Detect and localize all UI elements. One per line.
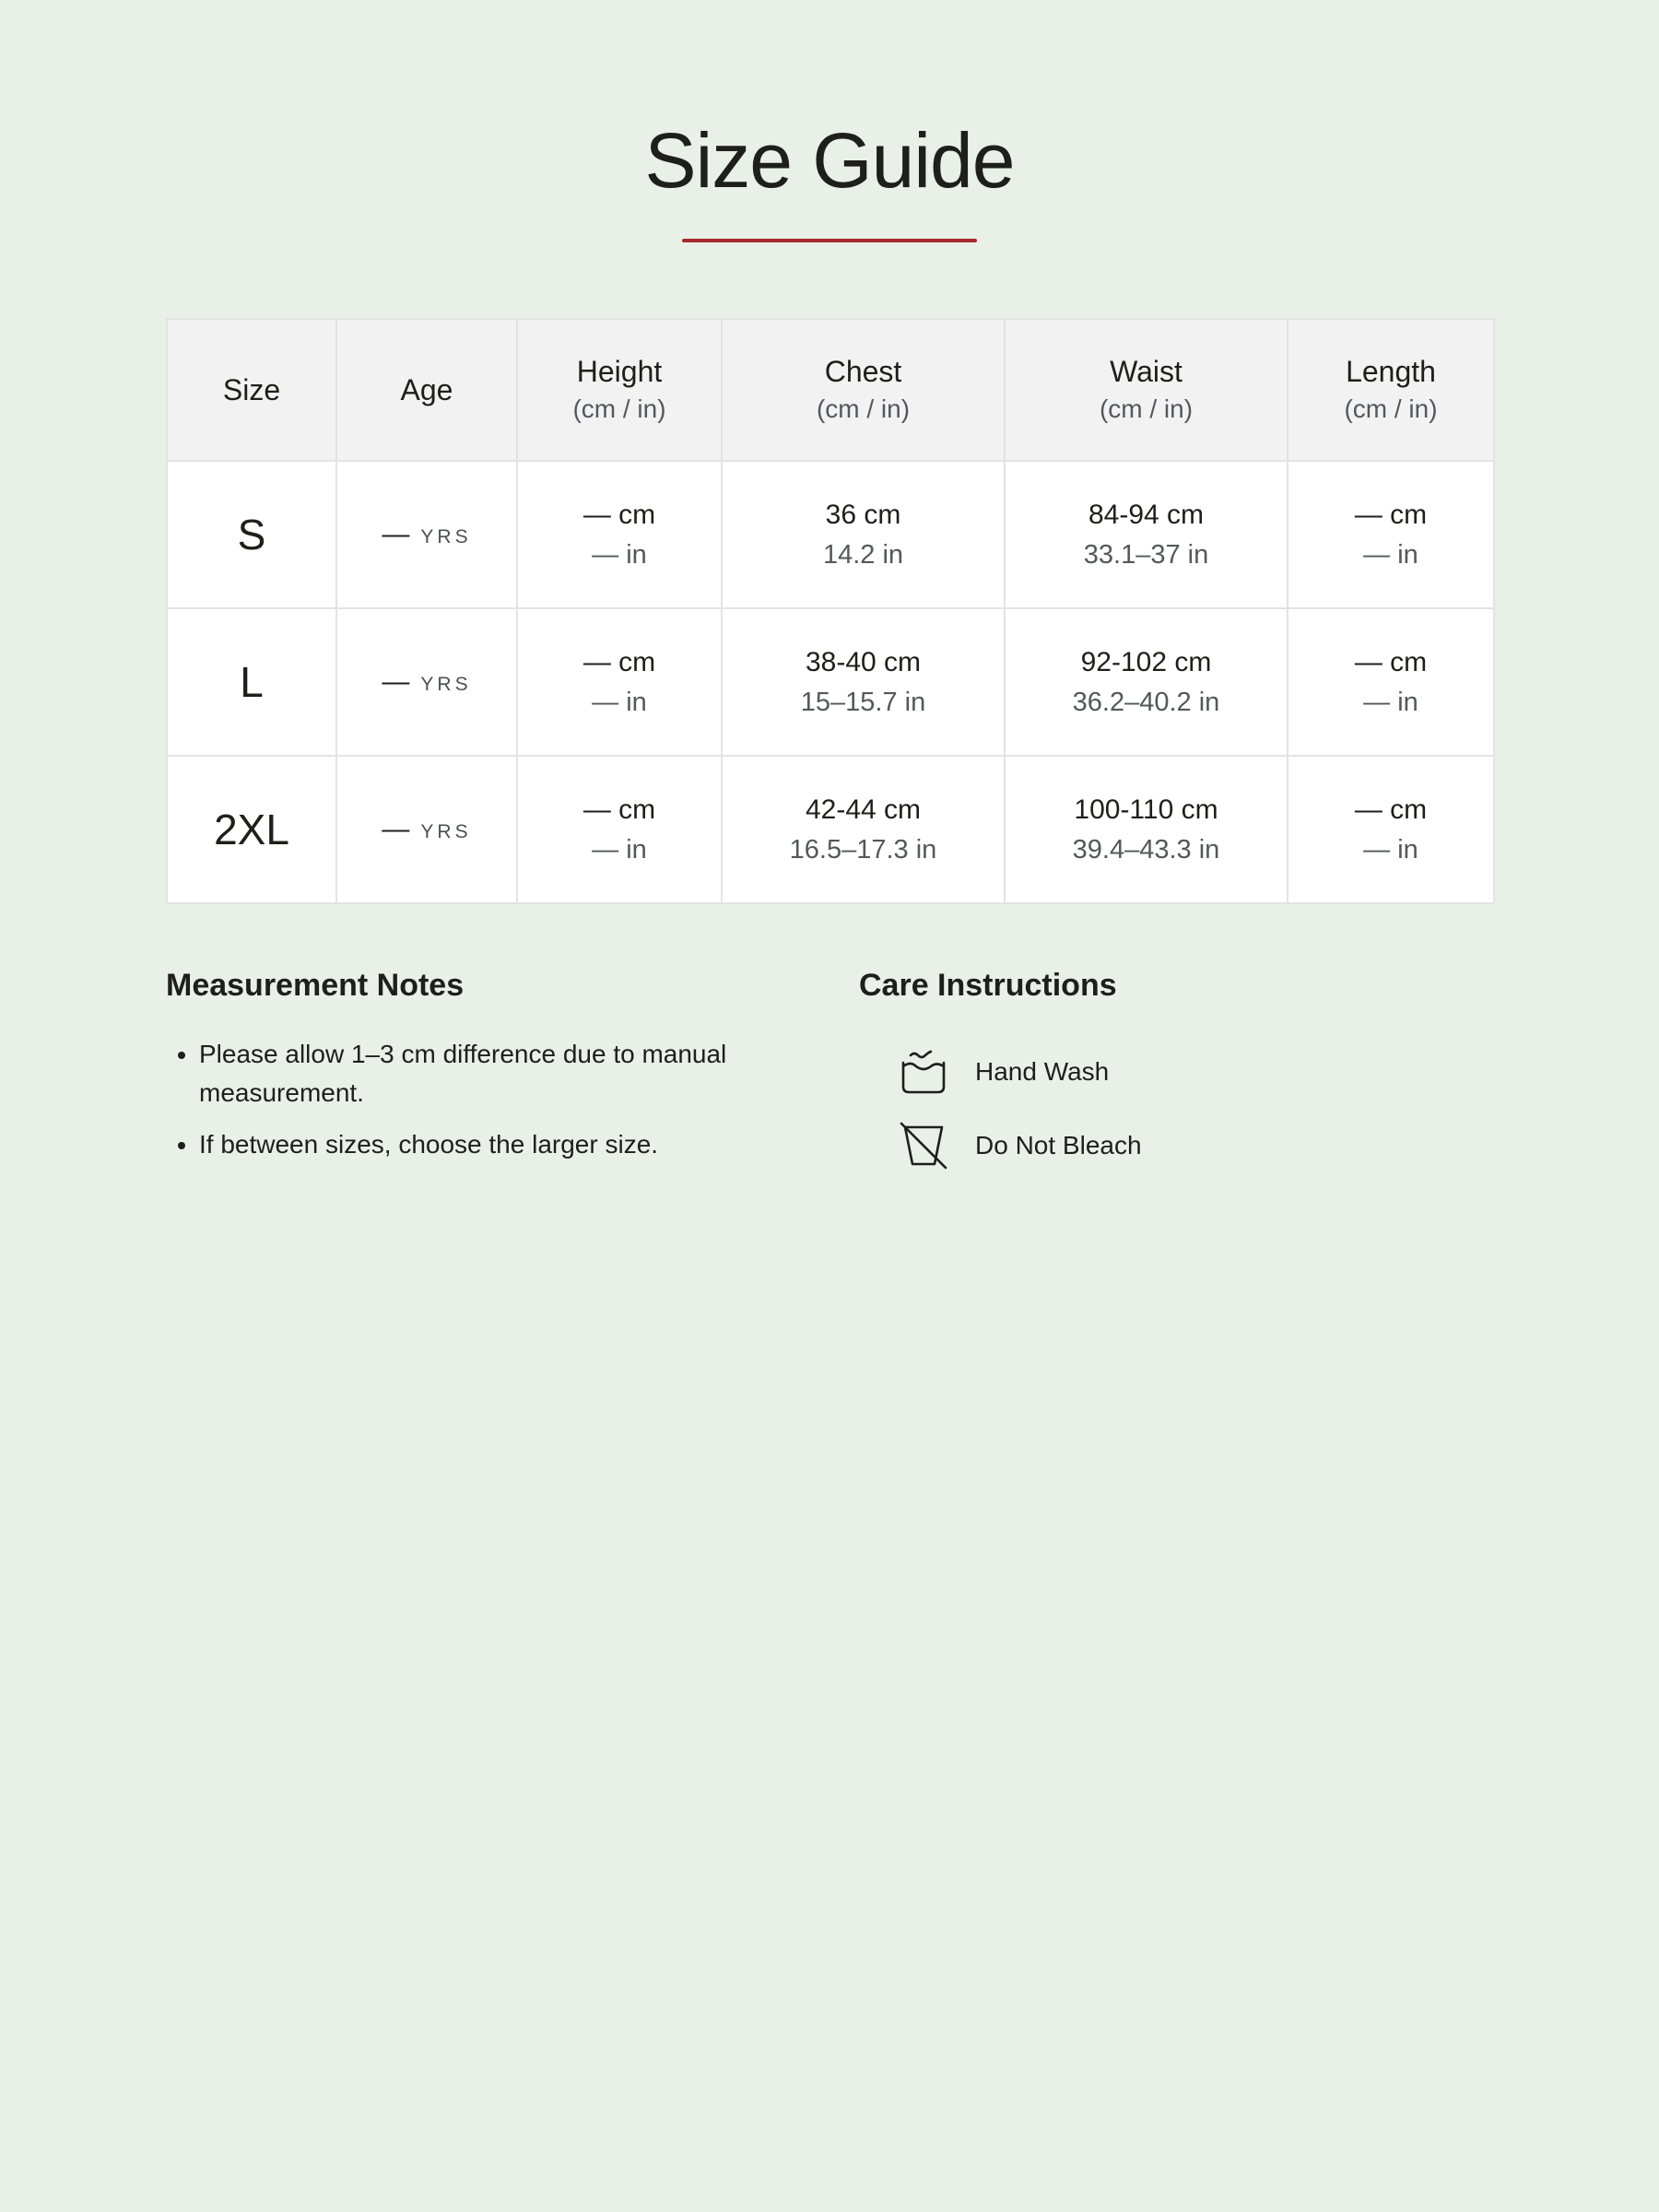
header-chest-label: Chest [824,355,902,388]
length-cell [1288,756,1494,903]
size-cell: S [167,461,336,608]
care-item-hand-wash [898,1035,1486,1109]
chest-in: 14.2 in [822,540,904,570]
height-cm: — cm [582,647,656,677]
age-cell [336,756,517,903]
waist-cell [1005,608,1288,756]
height-cell [517,756,722,903]
header-height-label: Height [576,355,663,388]
table-row [167,608,1494,756]
size-cell: 2XL [167,756,336,903]
age-cell [336,461,517,608]
header-waist-label: Waist [1110,355,1182,388]
header-length-label: Length [1346,355,1436,388]
age-unit: YRS [420,674,472,695]
waist-cm: 100-110 cm [1074,794,1218,825]
care-instructions-section [859,963,1486,1182]
length-in: — in [1363,835,1418,865]
height-cm: — cm [582,500,656,530]
header-waist [1005,319,1288,461]
length-cell [1288,608,1494,756]
chest-cell [722,461,1005,608]
care-item-do-not-bleach [898,1109,1486,1182]
waist-cm: 92-102 cm [1080,647,1212,677]
header-height-unit: (cm / in) [572,394,666,423]
age-cell [336,608,517,756]
table-row [167,756,1494,903]
age-unit: YRS [420,821,472,842]
chest-cm: 36 cm [825,500,901,530]
care-instructions-heading: Care Instructions [859,968,1117,1003]
age-value: — [382,666,410,697]
table-header-row [167,319,1494,461]
header-age [336,319,517,461]
waist-cm: 84-94 cm [1088,500,1205,530]
height-cell [517,608,722,756]
header-height [517,319,722,461]
care-label: Do Not Bleach [975,1131,1142,1159]
waist-cell [1005,756,1288,903]
header-length-unit: (cm / in) [1344,394,1438,423]
do-not-bleach-icon [898,1120,949,1171]
length-cm: — cm [1354,500,1428,530]
age-value: — [382,519,410,549]
header-chest-unit: (cm / in) [816,394,911,423]
title-underline [682,239,977,242]
age-value: — [382,814,410,844]
length-in: — in [1363,688,1418,717]
care-label: Hand Wash [975,1057,1110,1086]
length-cm: — cm [1354,647,1428,677]
list-item: • If between sizes, choose the larger size. [199,1125,793,1164]
measurement-notes-list [166,1035,793,1164]
header-chest [722,319,1005,461]
waist-in: 33.1–37 in [1083,540,1209,570]
length-in: — in [1363,540,1418,570]
table-row [167,461,1494,608]
size-cell: L [167,608,336,756]
header-length [1288,319,1494,461]
waist-in: 39.4–43.3 in [1072,835,1220,865]
age-unit: YRS [420,526,472,547]
chest-cell [722,756,1005,903]
chest-cm: 42-44 cm [805,794,922,825]
hand-wash-icon [898,1046,949,1098]
measurement-notes-heading: Measurement Notes [166,968,465,1003]
header-waist-unit: (cm / in) [1099,394,1194,423]
chest-in: 15–15.7 in [800,688,926,717]
waist-in: 36.2–40.2 in [1072,688,1220,717]
height-in: — in [592,540,647,570]
header-size-label: Size [222,373,281,406]
list-item: • Please allow 1–3 cm difference due to manual measurement. [199,1035,793,1112]
chest-cm: 38-40 cm [805,647,922,677]
height-in: — in [592,688,647,717]
chest-cell [722,608,1005,756]
waist-cell [1005,461,1288,608]
length-cell [1288,461,1494,608]
page-title: Size Guide [644,117,1015,204]
height-in: — in [592,835,647,865]
measurement-notes-section [166,963,793,1177]
height-cm: — cm [582,794,656,825]
length-cm: — cm [1354,794,1428,825]
header-size [167,319,336,461]
header-age-label: Age [400,373,453,406]
size-chart-table [166,318,1495,904]
height-cell [517,461,722,608]
chest-in: 16.5–17.3 in [789,835,937,865]
